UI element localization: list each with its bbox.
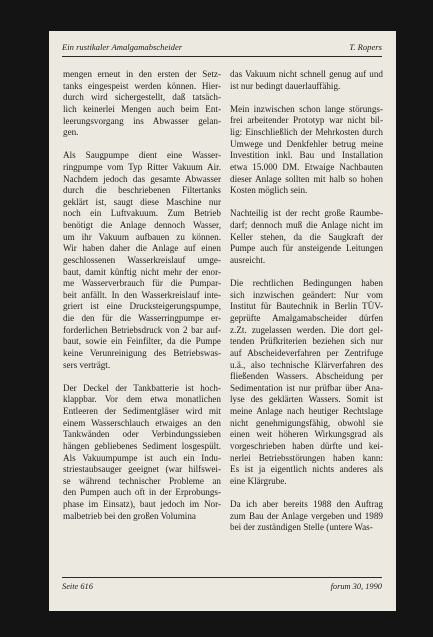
paragraph	[230, 69, 383, 92]
text-line: Als Vakuumpumpe ist auch ein Indu-	[63, 452, 221, 463]
text-line: einen weit höheren Wirkungsgrad als	[230, 429, 383, 440]
text-line: se während technischer Probleme an	[63, 475, 221, 486]
text-line: auf Abscheideverfahren per Zentrifuge	[230, 347, 383, 358]
text-line: Keller stehen, da die Saugkraft der	[230, 231, 383, 242]
text-line: lig: Einschließlich der Mehrkosten durch	[230, 127, 383, 138]
paragraph	[63, 69, 221, 139]
text-line: dieser Anlage sollten mit halb so hohen	[230, 173, 383, 184]
text-line: baut, sowie ein Feinfilter, da die Pumpe	[63, 336, 221, 347]
text-line: hängen gebliebenes Sediment losgespült.	[63, 440, 221, 451]
text-line: baut, damit künftig nicht mehr der enor-	[63, 266, 221, 277]
text-line: tenden Prüfkriterien beziehen sich nur	[230, 336, 383, 347]
running-header	[62, 42, 382, 52]
running-footer	[62, 582, 382, 591]
text-line: leerungsvorgang ins Abwasser gelan-	[63, 115, 221, 126]
text-line: Es ist ja eigentlich nichts anderes als	[230, 464, 383, 475]
paragraph	[230, 499, 383, 534]
header-title: Ein rustikaler Amalgamabscheider	[62, 42, 183, 52]
text-line: sich inzwischen geändert: Nur vom	[230, 289, 383, 300]
text-line: Sedimentation ist nur prüfbar über Ana-	[230, 382, 383, 393]
text-line: Kosten möglich sein.	[230, 185, 308, 196]
text-line: z.Zt. zugelassen werden. Die dort gel-	[230, 324, 383, 335]
text-line: Wir haben daher die Anlage auf einen	[63, 243, 221, 254]
text-line: die den für die Wasserringpumpe er-	[63, 313, 221, 324]
text-line: forderlichen Betriebsdruck von 2 bar auf-	[63, 324, 221, 335]
text-line: beit anfällt. In den Wasserkreislauf inte-	[63, 289, 221, 300]
paragraph	[63, 383, 221, 523]
text-line: Als Saugpumpe dient eine Wasser-	[63, 150, 221, 161]
text-line: etwa 15.000 DM. Etwaige Nachbauten	[230, 161, 383, 172]
text-line: lyse des geklärten Wassers. Somit ist	[230, 394, 383, 405]
paragraph	[63, 150, 221, 371]
text-line: Die rechtlichen Bedingungen haben	[230, 278, 383, 289]
text-line: eine Klärgrube.	[230, 475, 287, 486]
paragraph	[230, 278, 383, 487]
footer-rule	[62, 577, 382, 578]
text-line: um ihr Vakuum aufbauen zu können.	[63, 231, 221, 242]
text-line: tanks eingespeist werden können. Hier-	[63, 80, 221, 91]
text-line: Umwege und Denkfehler betrug meine	[230, 138, 383, 149]
text-line: benötigt die Anlage dennoch Wasser,	[63, 220, 221, 231]
text-line: gen.	[63, 127, 79, 138]
text-line: me Wasserverbrauch für die Pumpar-	[63, 278, 221, 289]
text-line: striestaubsauger geeignet (war hilfswei-	[63, 464, 221, 475]
text-line: Nachteilig ist der recht große Raumbe-	[230, 208, 383, 219]
journal-issue: forum 30, 1990	[330, 582, 382, 591]
page-number: Seite 616	[62, 582, 93, 591]
text-line: Investition inkl. Bau und Installation	[230, 150, 383, 161]
text-line: einem Wasserschlauch etwaiges an den	[63, 417, 221, 428]
text-line: nicht genehmigungsfähig, obwohl sie	[230, 417, 383, 428]
text-line: durch die beschriebenen Filtertanks	[63, 185, 221, 196]
text-line: das Vakuum nicht schnell genug auf und	[230, 69, 383, 79]
text-line: ringpumpe vom Typ Ritter Vakuum Air.	[63, 161, 221, 172]
text-line: ausreicht.	[230, 254, 266, 265]
text-line: nerlei Betriebsstörungen haben kann:	[230, 452, 383, 463]
text-line: darf; dennoch muß die Anlage nicht im	[230, 220, 383, 231]
text-line: lich keinerlei Mengen auch beim Ent-	[63, 103, 221, 114]
text-line: vorgeschrieben haben dürfte und kei-	[230, 440, 383, 451]
text-line: Institut für Bautechnik in Berlin TÜV-	[230, 301, 383, 312]
text-line: Nachdem jedoch das gesamte Abwasser	[63, 173, 221, 184]
text-line: Der Deckel der Tankbatterie ist hoch-	[63, 382, 221, 393]
left-text-column	[63, 69, 221, 534]
text-line: Mein inzwischen schon lange störungs-	[230, 103, 383, 114]
text-line: Pumpe auch für ansteigende Leitungen	[230, 243, 383, 254]
paragraph	[230, 104, 383, 197]
text-line: mengen erneut in den ersten der Setz-	[63, 69, 221, 79]
text-line: phase im Einsatz), baut jedoch im Nor-	[63, 499, 221, 510]
text-line: fließenden Wassers. Abscheidung per	[230, 371, 383, 382]
text-line: geschlossenen Wasserkreislauf umge-	[63, 254, 221, 265]
text-line: malbetrieb bei den großen Volumina	[63, 510, 196, 521]
text-line: geprüfte Amalgamabscheider dürfen	[230, 313, 383, 324]
text-line: klappbar. Vor dem etwa monatlichen	[63, 394, 221, 405]
text-line: geklärt ist, saugt diese Maschine nur	[63, 196, 221, 207]
right-text-column	[230, 69, 383, 546]
text-line: keine Verunreinigung des Betriebswas-	[63, 347, 221, 358]
document-page	[49, 31, 396, 611]
text-line: den Pumpen auch oft in der Erprobungs-	[63, 487, 221, 498]
text-line: sers verträgt.	[63, 359, 111, 370]
paragraph	[230, 208, 383, 266]
text-line: Da ich aber bereits 1988 den Auftrag	[230, 499, 383, 510]
header-author: T. Ropers	[349, 42, 382, 52]
text-line: Tankwänden oder Verbindungssieben	[63, 429, 221, 440]
text-line: bei der zuständigen Stelle (untere Was-	[230, 522, 373, 533]
text-line: frei arbeitender Prototyp war nicht bil-	[230, 115, 383, 126]
text-line: noch ein Luftvakuum. Zum Betrieb	[63, 208, 221, 219]
text-line: Entleeren der Sedimentgläser wird mit	[63, 406, 221, 417]
text-line: meine Anlage nach heutiger Rechtslage	[230, 406, 383, 417]
text-line: griert ist eine Drucksteigerungspumpe,	[63, 301, 221, 312]
text-line: ist nur bedingt dauerlauffähig.	[230, 80, 341, 91]
text-line: durch wird sichergestellt, daß tatsäch-	[63, 92, 221, 103]
text-line: u.ä., also technische Klärverfahren des	[230, 359, 383, 370]
text-line: zum Bau der Anlage vergeben und 1989	[230, 510, 383, 521]
header-rule	[62, 56, 382, 57]
